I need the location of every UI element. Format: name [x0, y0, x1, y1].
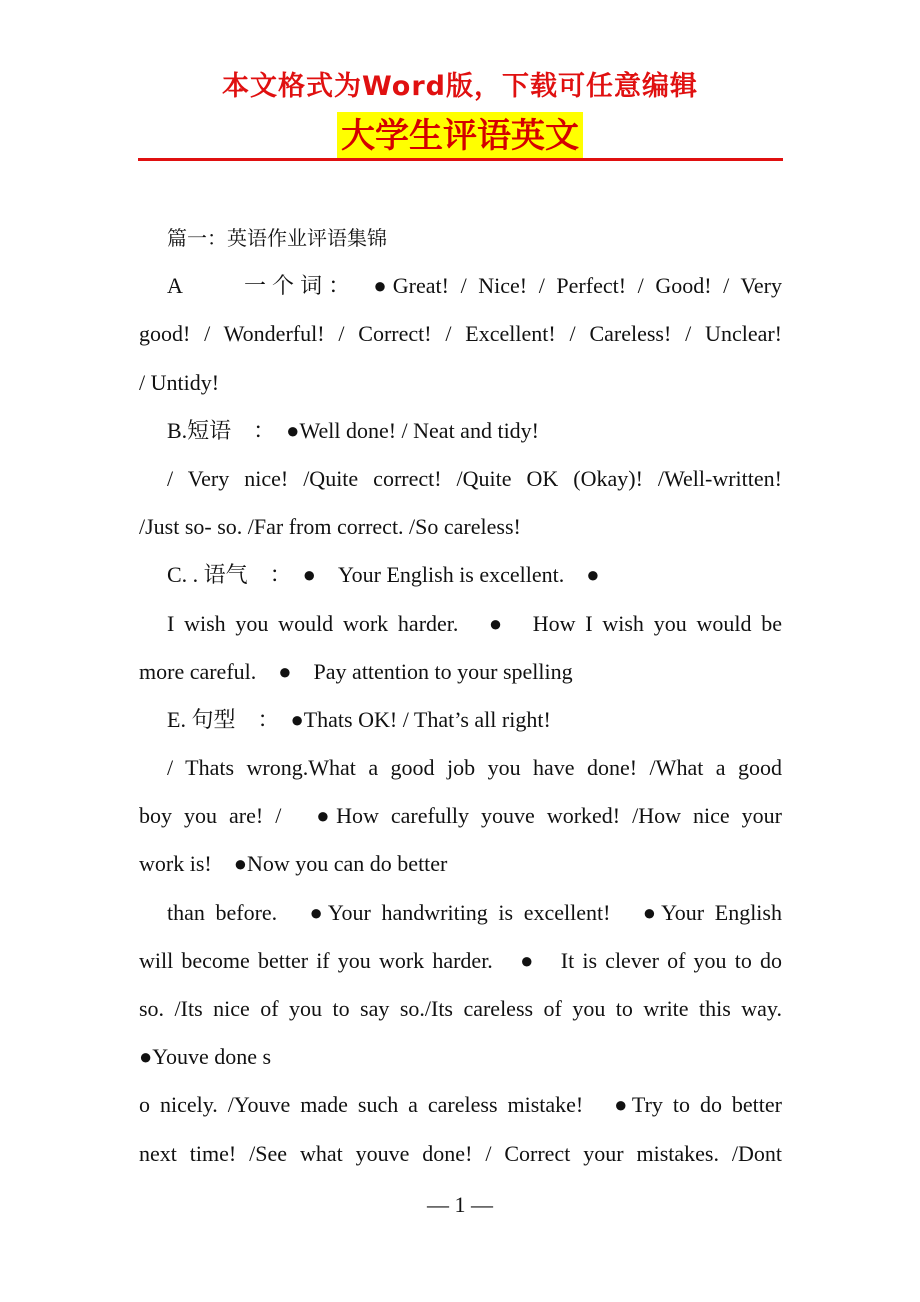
text-line: good! / Wonderful! / Correct! / Excellent! / Careless! / Unclear!: [139, 321, 782, 347]
document-body: [139, 214, 782, 1178]
text-line: E. 句型 ： ●Thats OK! / That’s all right!: [167, 706, 551, 732]
page-number: — 1 —: [427, 1192, 493, 1217]
text-line: work is! ●Now you can do better: [139, 851, 448, 877]
text-line: than before. ●Your handwriting is excellent! ●Your English: [167, 899, 782, 925]
text-line: boy you are! / ●How carefully youve worked! /How nice your: [139, 803, 782, 829]
title-divider: [138, 158, 783, 161]
text-line: I wish you would work harder. ● How I wish you would be: [167, 610, 782, 636]
text-line: / Untidy!: [139, 369, 220, 395]
text-line: A 一个词： ●Great! / Nice! / Perfect! / Good! / Very: [167, 273, 782, 299]
text-line: next time! /See what youve done! / Correct your mistakes. /Dont: [139, 1140, 782, 1166]
section-heading: 篇一：英语作业评语集锦: [167, 226, 387, 250]
text-line: C. . 语气 ： ● Your English is excellent. ●: [167, 562, 600, 588]
text-line: B.短语 ： ●Well done! / Neat and tidy!: [167, 417, 540, 443]
text-line: /Just so- so. /Far from correct. /So careless!: [139, 514, 521, 540]
title-container: [0, 112, 920, 160]
text-line: o nicely. /Youve made such a careless mistake! ●Try to do better: [139, 1092, 782, 1118]
text-line: ●Youve done s: [139, 1044, 272, 1070]
text-line: more careful. ● Pay attention to your spelling: [139, 658, 573, 684]
format-notice: 本文格式为Word版，下载可任意编辑: [221, 71, 698, 102]
text-line: will become better if you work harder. ● It is clever of you to do: [139, 947, 782, 973]
text-line: / Very nice! /Quite correct! /Quite OK (Okay)! /Well-written!: [167, 465, 782, 491]
document-title: 大学生评语英文: [337, 112, 583, 160]
text-line: / Thats wrong.What a good job you have done! /What a good: [167, 755, 782, 781]
text-line: so. /Its nice of you to say so./Its careless of you to write this way.: [139, 996, 782, 1021]
